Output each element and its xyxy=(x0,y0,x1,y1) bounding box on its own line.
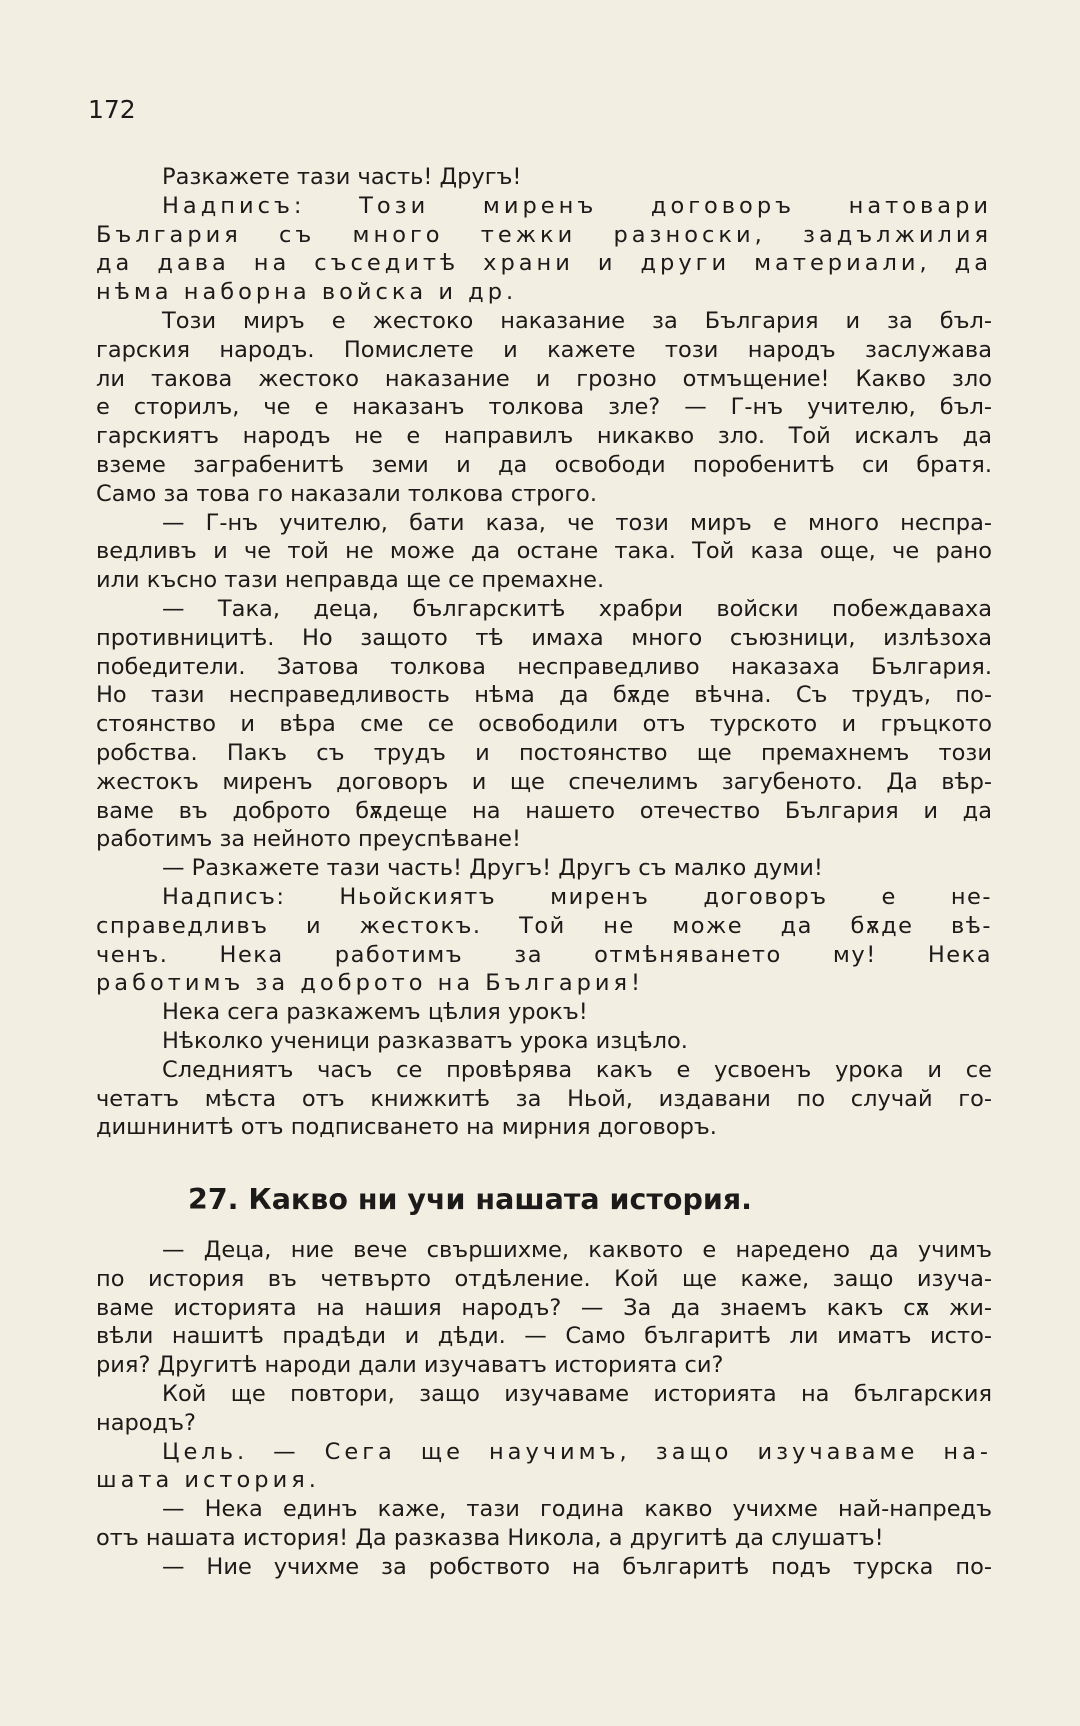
paragraph xyxy=(96,854,992,883)
text-line: робства. Пакъ съ трудъ и постоянство ще премахнемъ този xyxy=(96,739,992,766)
page-text xyxy=(96,163,992,1582)
text-line: народъ? xyxy=(96,1409,196,1436)
text-line: Този миръ е жестоко наказание за България и за бъл- xyxy=(162,307,992,334)
text-line: ли такова жестоко наказание и грозно отмъщение! Какво зло xyxy=(96,365,992,392)
text-line: нѣма наборна войска и др. xyxy=(96,279,518,306)
paragraph xyxy=(96,595,992,854)
text-line: — Разкажете тази часть! Другъ! Другъ съ малко думи! xyxy=(162,855,823,882)
paragraph xyxy=(96,1236,992,1380)
text-line: работимъ за нейното преуспѣване! xyxy=(96,826,522,853)
text-line: Нека сега разкажемъ цѣлия урокъ! xyxy=(162,999,588,1026)
text-line: работимъ за доброто на България! xyxy=(96,970,645,997)
text-line: Кой ще повтори, защо изучаваме историята на българския xyxy=(162,1381,992,1408)
text-line: е сторилъ, че е наказанъ толкова зле? — Г-нъ учителю, бъл- xyxy=(96,394,992,421)
text-line: отъ нашата история! Да разказва Никола, а другитѣ да слушатъ! xyxy=(96,1525,884,1552)
text-line: — Ние учихме за робството на българитѣ подъ турска по- xyxy=(162,1553,992,1580)
text-line: — Г-нъ учителю, бати каза, че този миръ е много неспра- xyxy=(162,509,992,536)
paragraph xyxy=(96,509,992,595)
text-line: стоянство и вѣра сме се освободили отъ турското и гръцкото xyxy=(96,711,992,738)
text-line: Следниятъ часъ се провѣрява какъ е усвоенъ урока и се xyxy=(162,1056,992,1083)
text-line: Само за това го наказали толкова строго. xyxy=(96,480,597,507)
paragraph xyxy=(96,1380,992,1438)
section-gap xyxy=(96,1218,992,1236)
text-line: да дава на съседитѣ храни и други материали, да xyxy=(96,250,992,277)
text-line: противницитѣ. Но защото тѣ имаха много съюзници, излѣзоха xyxy=(96,624,992,651)
paragraph xyxy=(96,998,992,1027)
text-line: Нѣколко ученици разказватъ урока изцѣло. xyxy=(162,1027,688,1054)
section-gap xyxy=(96,1142,992,1182)
text-line: четатъ мѣста отъ книжкитѣ за Ньой, издавани по случай го- xyxy=(96,1085,992,1112)
text-line: Надписъ: Ньойскиятъ миренъ договоръ е не- xyxy=(162,883,992,910)
text-line: ваме историята на нашия народъ? — За да знаемъ какъ сѫ жи- xyxy=(96,1294,992,1321)
text-line: жестокъ миренъ договоръ и ще спечелимъ загубеното. Да вѣр- xyxy=(96,768,992,795)
text-line: — Нека единъ каже, тази година какво учихме най-напредъ xyxy=(162,1496,992,1523)
text-line: дишнинитѣ отъ подписването на мирния договоръ. xyxy=(96,1114,717,1141)
paragraph xyxy=(96,1553,992,1582)
paragraph xyxy=(96,163,992,192)
text-line: рия? Другитѣ народи дали изучаватъ историята си? xyxy=(96,1352,724,1379)
text-line: Разкажете тази часть! Другъ! xyxy=(162,164,522,190)
text-line: гарския народъ. Помислете и кажете този народъ заслужава xyxy=(96,336,992,363)
text-line: победители. Затова толкова несправедливо наказаха България. xyxy=(96,653,992,680)
text-line: ченъ. Нека работимъ за отмѣняването му! Нека xyxy=(96,941,992,968)
text-line: или късно тази неправда ще се премахне. xyxy=(96,567,605,594)
text-line: ведливъ и че той не може да остане така. Той каза още, че рано xyxy=(96,538,992,565)
section-heading: 27. Какво ни учи нашата история. xyxy=(188,1183,752,1217)
paragraph xyxy=(96,1495,992,1553)
text-line: ваме въ доброто бѫдеще на нашето отечество България и да xyxy=(96,797,992,824)
text-line: вземе заграбенитѣ земи и да освободи поробенитѣ си братя. xyxy=(96,451,992,478)
paragraph xyxy=(96,307,992,509)
paragraph-goal xyxy=(96,1438,992,1496)
text-line: България съ много тежки разноски, задължилия xyxy=(96,221,992,248)
paragraph-inscription xyxy=(96,883,992,998)
text-line: справедливъ и жестокъ. Той не може да бѫде вѣ- xyxy=(96,912,992,939)
text-line: — Деца, ние вече свършихме, каквото е наредено да учимъ xyxy=(162,1237,992,1264)
text-line: вѣли нашитѣ прадѣди и дѣди. — Само българитѣ ли иматъ исто- xyxy=(96,1323,992,1350)
paragraph xyxy=(96,1056,992,1142)
text-line: Но тази несправедливость нѣма да бѫде вѣчна. Съ трудъ, по- xyxy=(96,682,992,709)
text-line: шата история. xyxy=(96,1467,320,1494)
text-line: — Така, деца, българскитѣ храбри войски побеждаваха xyxy=(162,595,992,622)
text-line: по история въ четвърто отдѣление. Кой ще каже, защо изуча- xyxy=(96,1265,992,1292)
paragraph xyxy=(96,1027,992,1056)
paragraph-inscription xyxy=(96,192,992,307)
text-line: гарскиятъ народъ не е направилъ никакво зло. Той искалъ да xyxy=(96,423,992,450)
text-line: Цель. — Сега ще научимъ, защо изучаваме на- xyxy=(162,1438,992,1465)
text-line: Надписъ: Този миренъ договоръ натовари xyxy=(162,192,992,219)
page-number: 172 xyxy=(88,95,136,124)
